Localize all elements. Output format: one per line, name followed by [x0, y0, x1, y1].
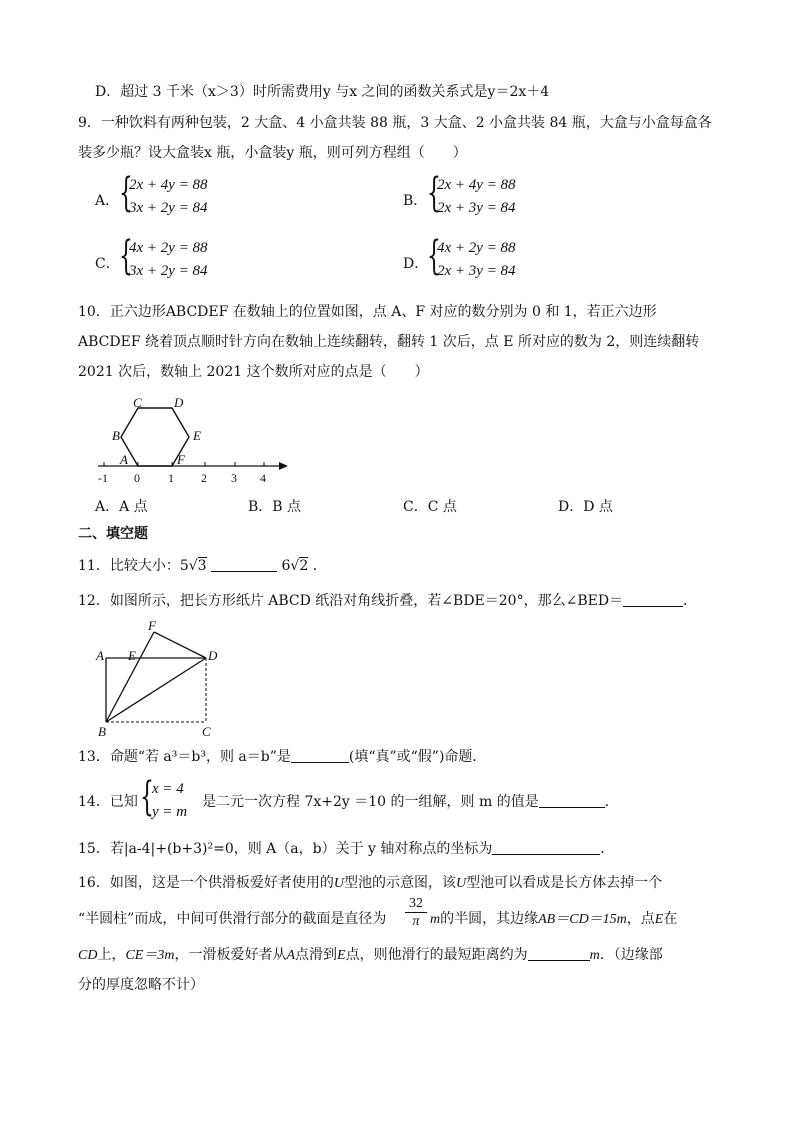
tick-label-1: 1 — [168, 471, 174, 485]
q13-answer-blank[interactable] — [291, 748, 349, 763]
q13 — [78, 747, 486, 767]
q13-suffix: (填“真”或“假”)命题． — [348, 749, 487, 765]
q10-option-d[interactable]: D．D 点 — [558, 499, 613, 515]
q10-hexagon-figure — [90, 392, 300, 490]
q11-coef2: 6 — [281, 558, 291, 574]
q16-line2-part1: “半圆柱”而成，中间可供滑行部分的截面是直径为 — [78, 911, 387, 927]
q11-radicand2: 2 — [299, 558, 309, 574]
q14-eq2: y = m — [152, 804, 188, 820]
tick-label-neg1: -1 — [98, 471, 108, 485]
q16-line3 — [78, 945, 663, 966]
q16-text: 上， — [97, 947, 126, 963]
tick-label-0: 0 — [134, 471, 140, 485]
q15 — [78, 839, 614, 859]
point-label-d: D — [208, 648, 218, 663]
q14-answer-blank[interactable] — [539, 793, 605, 808]
q14-eq1: x = 4 — [152, 781, 184, 797]
q16-math: AB＝CD＝15m — [538, 912, 627, 927]
q16-u-symbol: U — [333, 876, 344, 891]
vertex-label-c: C — [133, 395, 142, 410]
q15-text: 15．若|a-4|+(b+3)²=0，则 A（a，b）关于 y 轴对称点的坐标为 — [78, 841, 493, 857]
point-label-c: C — [202, 724, 211, 738]
q16-unit: m — [589, 948, 600, 963]
q9-option-a-eq2: 3x + 2y = 84 — [129, 200, 208, 216]
q16-math: CD — [78, 948, 98, 963]
q16-text: 16．如图，这是一个供滑板爱好者使用的 — [78, 875, 334, 891]
q16-fraction — [405, 896, 427, 931]
q9-option-d-eq2: 2x + 3y = 84 — [437, 263, 516, 279]
sqrt-icon: √ — [188, 558, 198, 574]
segment-fd — [154, 632, 206, 658]
q9-option-d-eq1: 4x + 2y = 88 — [437, 240, 516, 256]
q10-option-c[interactable]: C．C 点 — [403, 499, 457, 515]
q9-option-c-eq2: 3x + 2y = 84 — [129, 263, 208, 279]
vertex-label-d: D — [174, 395, 184, 410]
q8-option-d: D．超过 3 千米（x＞3）时所需费用y 与x 之间的函数关系式是y＝2x＋4 — [95, 84, 550, 100]
q12-rectangle-figure — [94, 618, 224, 738]
left-brace-icon: { — [119, 233, 133, 279]
point-label-f: F — [148, 618, 156, 633]
q9-stem-line2: 装多少瓶？设大盒装x 瓶，小盒装y 瓶，则可列方程组（ ） — [78, 145, 467, 161]
vertex-label-a: A — [120, 452, 128, 467]
q16-text: 型池可以看成是长方体去掉一个 — [466, 875, 663, 891]
q15-answer-blank[interactable] — [492, 840, 600, 855]
left-brace-icon: { — [140, 774, 154, 820]
q12 — [78, 591, 697, 611]
arrow-right-icon — [279, 462, 288, 470]
q16-text: 在 — [663, 911, 678, 927]
q11-prefix: 11．比较大小：5 — [78, 558, 189, 574]
q16-u-symbol: U — [455, 876, 467, 891]
q9-option-c-eq1: 4x + 2y = 88 — [129, 240, 208, 256]
q16-math: CE＝3m — [125, 948, 175, 963]
tick-label-4: 4 — [260, 471, 266, 485]
fraction-denominator: π — [412, 914, 420, 929]
q16-line2-part2 — [430, 909, 677, 930]
q15-suffix: ． — [600, 841, 615, 857]
diagonal-bd — [106, 658, 206, 722]
section-title: 二、填空题 — [78, 526, 148, 542]
vertex-label-b: B — [112, 428, 120, 443]
q14-middle: 是二元一次方程 7x+2y ＝10 的一组解，则 m 的值是 — [202, 794, 539, 810]
point-label-a: A — [96, 648, 104, 663]
q16-line4: 分的厚度忽略不计） — [78, 977, 204, 993]
q16-math: A — [286, 948, 296, 963]
q11-answer-blank[interactable] — [211, 557, 277, 572]
q16-text: 的半圆，其边缘 — [440, 911, 539, 927]
q9-option-a-label: A． — [95, 193, 120, 209]
vertex-label-e: E — [193, 428, 201, 443]
q16-line1 — [78, 873, 662, 894]
left-brace-icon: { — [427, 233, 441, 279]
q12-suffix: ． — [683, 593, 698, 609]
q9-option-b-eq1: 2x + 4y = 88 — [437, 177, 516, 193]
q9-option-a-eq1: 2x + 4y = 88 — [129, 177, 208, 193]
q11 — [78, 556, 327, 576]
q10-option-a[interactable]: A．A 点 — [95, 499, 148, 515]
tick-label-3: 3 — [231, 471, 237, 485]
q9-stem-line1: 9．一种饮料有两种包装，2 大盒、4 小盒共装 88 瓶，3 大盒、2 小盒共装 84 瓶，大盒与小盒每盒各 — [78, 115, 712, 131]
q9-option-c-label: C． — [95, 256, 120, 272]
left-brace-icon: { — [119, 170, 133, 216]
q14-suffix: . — [604, 794, 610, 810]
q10-stem-line1: 10．正六边形ABCDEF 在数轴上的位置如图，点 A、F 对应的数分别为 0 和 1，若正六边形 — [78, 304, 657, 320]
q16-text: ．（边缘部 — [599, 947, 663, 963]
q13-text: 13．命题“若 a³＝b³，则 a＝b”是 — [78, 749, 291, 765]
q16-answer-blank[interactable] — [528, 946, 590, 961]
sqrt-icon: √ — [290, 558, 300, 574]
point-label-b: B — [98, 724, 106, 738]
q9-option-d-label: D． — [403, 256, 429, 272]
q16-math: E — [337, 948, 346, 963]
point-label-e: E — [128, 648, 136, 663]
q16-text: 型池的示意图，该 — [343, 875, 456, 891]
left-brace-icon: { — [427, 170, 441, 216]
q10-stem-line3: 2021 次后，数轴上 2021 这个数所对应的点是（ ） — [78, 364, 429, 380]
q9-option-b-eq2: 2x + 3y = 84 — [437, 200, 516, 216]
q11-radicand1: 3 — [197, 558, 207, 574]
q12-answer-blank[interactable] — [623, 592, 683, 607]
q16-text: 点，则他滑行的最短距离约为 — [345, 947, 528, 963]
segment-bf — [106, 632, 154, 722]
q12-text: 12．如图所示，把长方形纸片 ABCD 纸沿对角线折叠，若∠BDE＝20°，那么∠BED＝ — [78, 593, 624, 609]
q10-stem-line2: ABCDEF 绕着顶点顺时针方向在数轴上连续翻转，翻转 1 次后，点 E 所对应的数为 2，则连续翻转 — [78, 334, 700, 350]
q16-math: E — [654, 912, 664, 927]
q16-text: ，点 — [626, 911, 655, 927]
vertex-label-f: F — [177, 452, 185, 467]
fraction-numerator: 32 — [405, 896, 427, 913]
q14-prefix: 14．已知 — [78, 794, 138, 810]
q10-option-b[interactable]: B．B 点 — [248, 499, 302, 515]
q16-unit: m — [430, 912, 441, 927]
q16-text: ，一滑板爱好者从 — [174, 947, 287, 963]
q14-rest — [202, 792, 609, 812]
tick-label-2: 2 — [201, 471, 207, 485]
q16-text: 点滑到 — [295, 947, 338, 963]
q9-option-b-label: B． — [403, 193, 428, 209]
q11-suffix: ． — [312, 558, 327, 574]
